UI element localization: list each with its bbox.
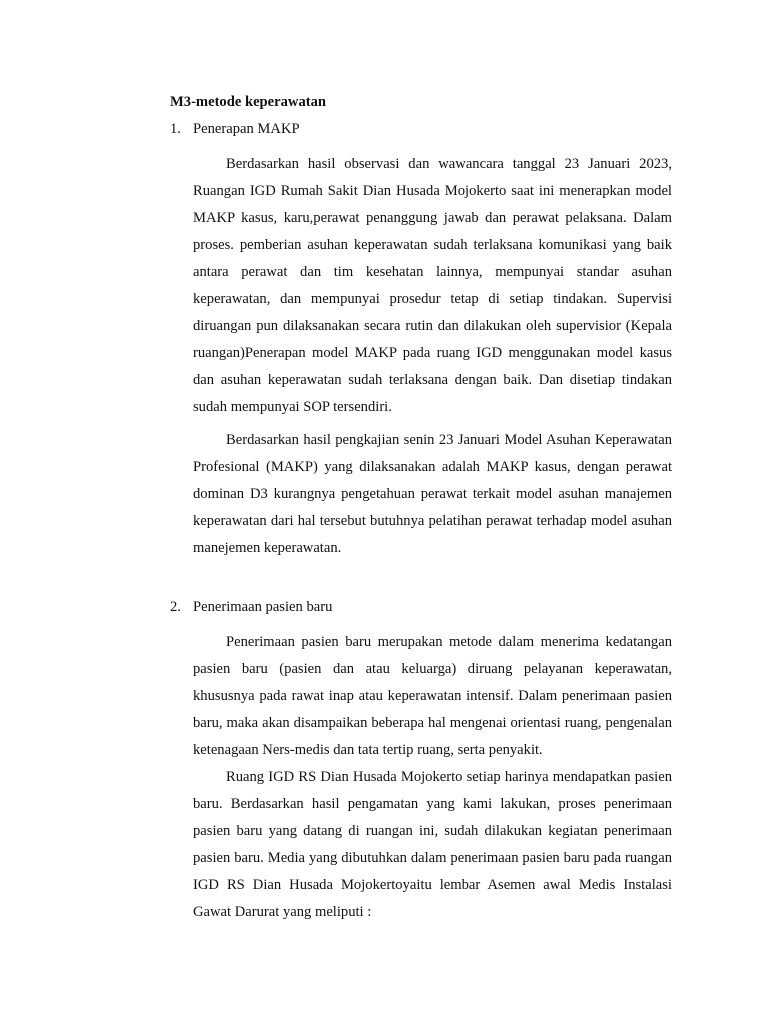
section-title: Penerapan MAKP	[193, 121, 300, 137]
paragraph-makp-assessment: Berdasarkan hasil pengkajian senin 23 Januari Model Asuhan Keperawatan Profesional (MAKP) yang dilaksanakan adalah MAKP kasus, dengan perawat dominan D3 kurangnya pengetahuan perawat terkait model asuhan manajemen keperawatan dari hal tersebut butuhnya pelatihan perawat terhadap model asuhan manejemen keperawatan.	[193, 432, 672, 556]
section-number: 2.	[170, 599, 181, 615]
section-heading-penerimaan-pasien-baru	[170, 597, 332, 617]
section-number: 1.	[170, 121, 181, 137]
paragraph-admission-definition: Penerimaan pasien baru merupakan metode dalam menerima kedatangan pasien baru (pasien dan atau keluarga) diruang pelayanan keperawatan, khususnya pada rawat inap atau keperawatan intensif. Dalam penerimaan pasien baru, maka akan disampaikan beberapa hal mengenai orientasi ruang, pengenalan ketenagaan Ners-medis dan tata tertip ruang, serta penyakit.	[193, 634, 672, 758]
section-heading-penerapan-makp	[170, 119, 300, 139]
document-title: M3-metode keperawatan	[170, 94, 327, 110]
paragraph-makp-observation: Berdasarkan hasil observasi dan wawancara tanggal 23 Januari 2023, Ruangan IGD Rumah Sakit Dian Husada Mojokerto saat ini menerapkan model MAKP kasus, karu,perawat penanggung jawab dan perawat pelaksana. Dalam proses. pemberian asuhan keperawatan sudah terlaksana komunikasi yang baik antara perawat dan tim kesehatan lainnya, mempunyai standar asuhan keperawatan, dan mempunyai prosedur tetap di setiap tindakan. Supervisi diruangan pun dilaksanakan secara rutin dan dilakukan oleh supervisior (Kepala ruangan)Penerapan model MAKP pada ruang IGD menggunakan model kasus dan asuhan keperawatan sudah terlaksana dengan baik. Dan disetiap tindakan sudah mempunyai SOP tersendiri.	[193, 156, 672, 415]
section-title: Penerimaan pasien baru	[193, 599, 333, 615]
paragraph-admission-igd: Ruang IGD RS Dian Husada Mojokerto setiap harinya mendapatkan pasien baru. Berdasarkan hasil pengamatan yang kami lakukan, proses penerimaan pasien baru yang datang di ruangan ini, sudah dilakukan kegiatan penerimaan pasien baru. Media yang dibutuhkan dalam penerimaan pasien baru pada ruangan IGD RS Dian Husada Mojokertoyaitu lembar Asemen awal Medis Instalasi Gawat Darurat yang meliputi :	[193, 769, 672, 920]
